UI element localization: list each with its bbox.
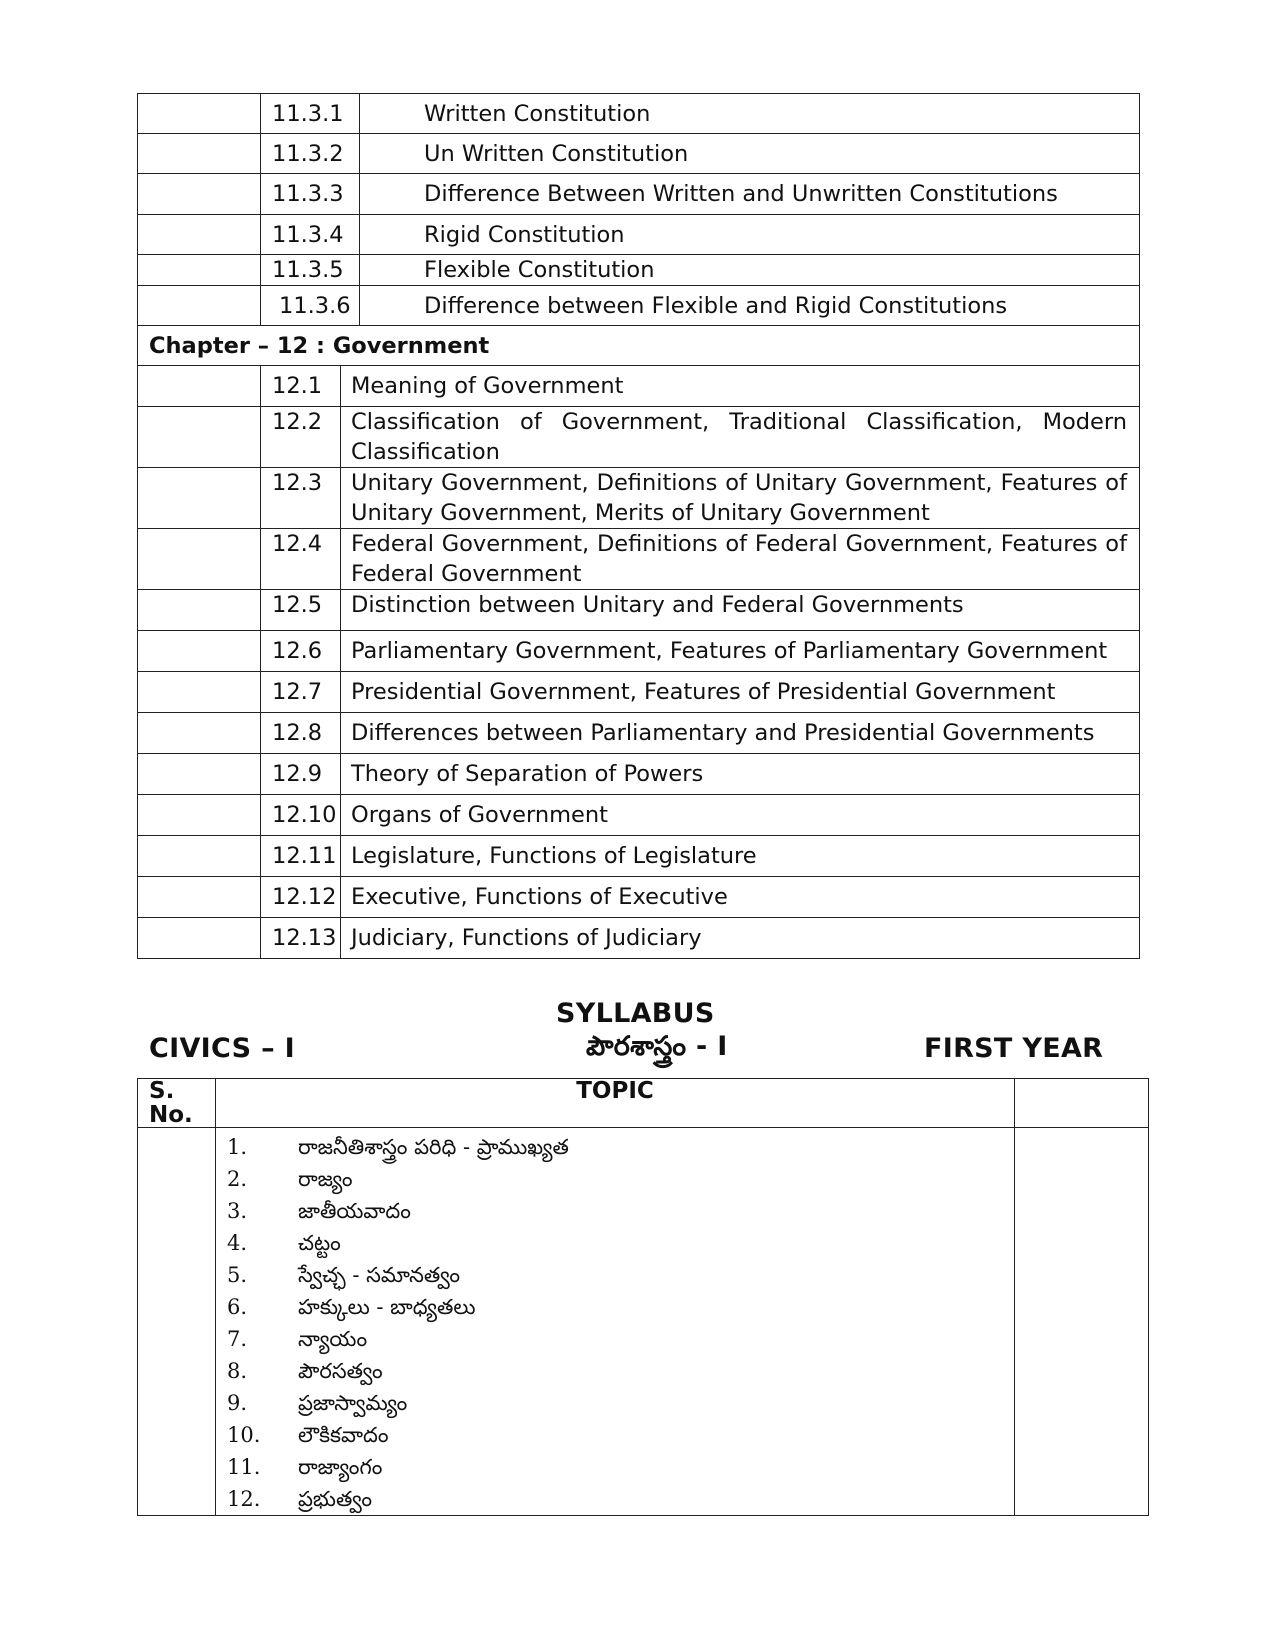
section-text: Parliamentary Government, Features of Parliamentary Government (341, 631, 1140, 672)
list-item (227, 1387, 1014, 1419)
topic-number: 2. (227, 1167, 248, 1191)
topic-number: 3. (227, 1199, 248, 1223)
section-number: 12.11 (261, 836, 341, 877)
list-item (227, 1323, 1014, 1355)
section-text: Un Written Constitution (360, 134, 1140, 174)
table-header-row (138, 1079, 1149, 1128)
year-label: FIRST YEAR (924, 1033, 1104, 1064)
table-row (138, 713, 1140, 754)
section-number: 11.3.6 (261, 286, 360, 326)
table-row (138, 134, 1140, 174)
table-row (138, 836, 1140, 877)
topic-number: 1. (227, 1135, 248, 1159)
subject-title-telugu: పౌరశాస్త్రం - I (586, 1031, 728, 1062)
section-number: 12.5 (261, 590, 341, 631)
section-text: Differences between Parliamentary and Presidential Governments (341, 713, 1140, 754)
table-row (138, 94, 1140, 134)
section-text: Theory of Separation of Powers (341, 754, 1140, 795)
list-item (227, 1163, 1014, 1195)
section-text: Presidential Government, Features of Presidential Government (341, 672, 1140, 713)
list-item (227, 1259, 1014, 1291)
topic-text: హక్కులు - బాధ్యతలు (298, 1295, 476, 1319)
topic-number: 4. (227, 1231, 248, 1255)
topic-number: 6. (227, 1295, 248, 1319)
table-row (138, 877, 1140, 918)
list-item (227, 1419, 1014, 1451)
section-number: 12.4 (261, 529, 341, 590)
table-row (138, 407, 1140, 468)
table-row (138, 631, 1140, 672)
section-number: 11.3.5 (261, 255, 360, 286)
section-number: 12.9 (261, 754, 341, 795)
section-number: 11.3.2 (261, 134, 360, 174)
section-number: 12.8 (261, 713, 341, 754)
syllabus-contents-table (137, 93, 1140, 959)
list-item (227, 1355, 1014, 1387)
sno-header: S. No. (138, 1079, 216, 1128)
section-text: Written Constitution (360, 94, 1140, 134)
section-number: 11.3.1 (261, 94, 360, 134)
section-number: 12.7 (261, 672, 341, 713)
topic-number: 8. (227, 1359, 248, 1383)
section-text: Flexible Constitution (360, 255, 1140, 286)
list-item (227, 1291, 1014, 1323)
chapter-title: Chapter – 12 : Government (138, 326, 1140, 366)
topic-text: పౌరసత్వం (298, 1359, 383, 1383)
subject-title-english: CIVICS – I (149, 1033, 295, 1064)
topic-text: స్వేచ్ఛ - సమానత్వం (298, 1263, 460, 1287)
section-number: 11.3.4 (261, 215, 360, 255)
topic-text: జాతీయవాదం (298, 1199, 411, 1223)
section-number: 12.13 (261, 918, 341, 959)
table-row (138, 215, 1140, 255)
section-text: Judiciary, Functions of Judiciary (341, 918, 1140, 959)
table-row (138, 754, 1140, 795)
section-number: 12.1 (261, 366, 341, 407)
topic-number: 12. (227, 1487, 261, 1511)
table-row (138, 468, 1140, 529)
section-text: Meaning of Government (341, 366, 1140, 407)
topic-number: 10. (227, 1423, 261, 1447)
section-number: 12.12 (261, 877, 341, 918)
topic-number: 5. (227, 1263, 248, 1287)
table-row (138, 795, 1140, 836)
table-row (138, 286, 1140, 326)
section-text: Distinction between Unitary and Federal Governments (341, 590, 1140, 631)
table-row (138, 529, 1140, 590)
topic-number: 9. (227, 1391, 248, 1415)
topic-header: TOPIC (216, 1079, 1015, 1128)
topic-text: లౌకికవాదం (298, 1423, 389, 1447)
topic-text: ప్రజాస్వామ్యం (298, 1391, 408, 1415)
table-row (138, 672, 1140, 713)
list-item (227, 1195, 1014, 1227)
section-text: Unitary Government, Definitions of Unitary Government, Features of Unitary Government, Merits of Unitary Government (341, 468, 1140, 529)
table-row (138, 918, 1140, 959)
section-text: Classification of Government, Traditional Classification, Modern Classification (341, 407, 1140, 468)
list-item (227, 1131, 1014, 1163)
section-text: Legislature, Functions of Legislature (341, 836, 1140, 877)
topic-text: న్యాయం (298, 1327, 368, 1351)
section-number: 12.3 (261, 468, 341, 529)
section-number: 12.2 (261, 407, 341, 468)
section-text: Organs of Government (341, 795, 1140, 836)
list-item (227, 1483, 1014, 1515)
topic-text: రాజనీతిశాస్త్రం పరిధి - ప్రాముఖ్యత (298, 1135, 569, 1159)
section-number: 12.10 (261, 795, 341, 836)
topic-text: రాజ్యాంగం (298, 1455, 383, 1479)
topics-row (138, 1128, 1149, 1516)
topic-number: 11. (227, 1455, 261, 1479)
section-number: 12.6 (261, 631, 341, 672)
list-item (227, 1451, 1014, 1483)
section-number: 11.3.3 (261, 174, 360, 215)
chapter-heading-row (138, 326, 1140, 366)
table-row (138, 174, 1140, 215)
section-text: Difference between Flexible and Rigid Constitutions (360, 286, 1140, 326)
table-row (138, 366, 1140, 407)
section-text: Executive, Functions of Executive (341, 877, 1140, 918)
topic-list (216, 1128, 1014, 1515)
syllabus-title: SYLLABUS (556, 998, 715, 1029)
topic-number: 7. (227, 1327, 248, 1351)
list-item (227, 1227, 1014, 1259)
section-text: Federal Government, Definitions of Federal Government, Features of Federal Government (341, 529, 1140, 590)
topics-table (137, 1078, 1149, 1516)
topic-text: రాజ్యం (298, 1167, 353, 1191)
section-text: Difference Between Written and Unwritten Constitutions (360, 174, 1140, 215)
topic-text: ప్రభుత్వం (298, 1487, 372, 1511)
section-text: Rigid Constitution (360, 215, 1140, 255)
topic-text: చట్టం (298, 1231, 341, 1255)
table-row (138, 255, 1140, 286)
table-row (138, 590, 1140, 631)
